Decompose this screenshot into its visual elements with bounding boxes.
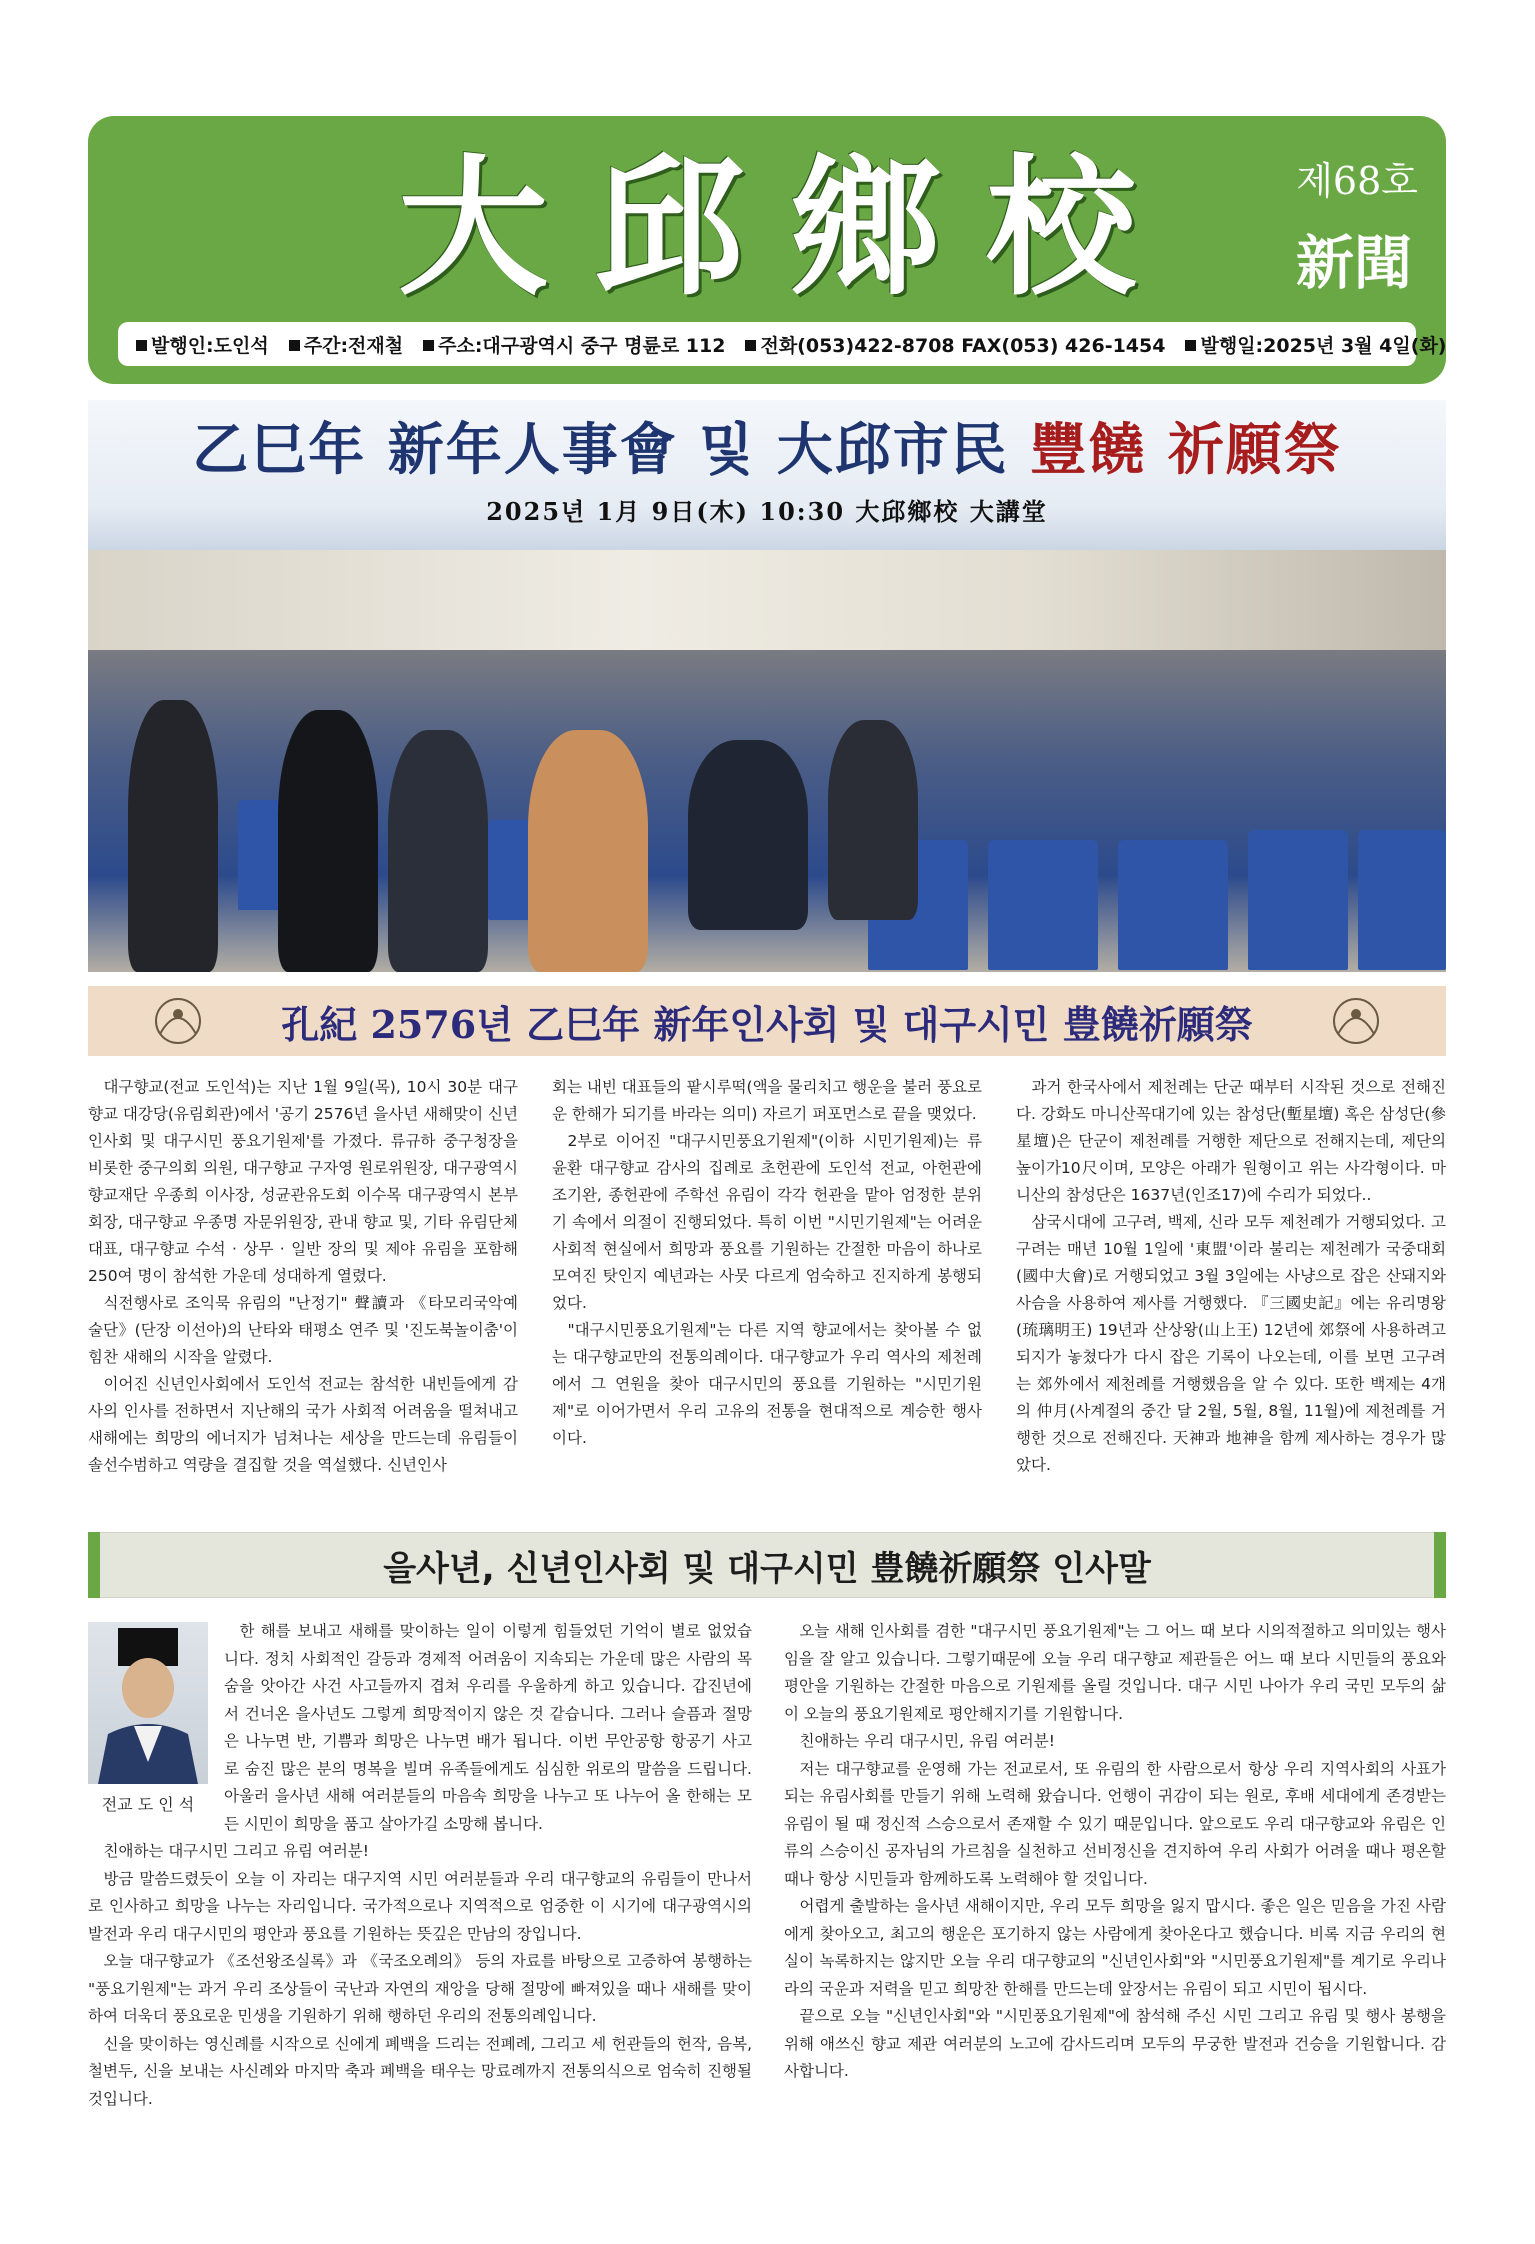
info-date: 발행일:2025년 3월 4일(화) (1185, 331, 1446, 358)
article-column-2 (552, 1074, 982, 1494)
banner-subtitle: 2025년 1月 9日(木) 10:30 大邱鄉校 大講堂 (486, 497, 1048, 526)
chair (1358, 830, 1446, 970)
article-column-1 (88, 1074, 518, 1494)
ornament-icon (1328, 994, 1384, 1048)
article-headline (88, 986, 1446, 1056)
paragraph: 친애하는 대구시민 그리고 유림 여러분! (103, 1842, 369, 1860)
greeting-right-column (784, 1618, 1446, 2146)
paragraph: "대구시민풍요기원제"는 다른 지역 향교에서는 찾아볼 수 없는 대구향교만의 전통의례이다. 대구향교가 우리 역사의 제천례에서 그 연원을 찾아 대구시민의 풍요를 기원하는 "시민기원제"로 이어가면서 우리 고유의 전통을 현대적으로 계승한 행사이다. (552, 1321, 982, 1447)
headline-text: 孔紀 2576년 乙巳年 新年인사회 및 대구시민 豊饒祈願祭 (281, 1001, 1253, 1047)
paragraph: 저는 대구향교를 운영해 가는 전교로서, 또 유림의 한 사람으로서 항상 우리 지역사회의 사표가 되는 유림사회를 만들기 위해 노력해 왔습니다. 언행이 귀감이 되는 원로, 후배 세대에게 존경받는 유림이 될 때 정신적 스승으로서 존재할 수 있기 때문입니다. 앞으로도 우리 대구향교와 유림은 인류의 스승이신 공자님의 가르침을 실천하고 선비정신을 견지하여 우리 사회가 어려울 때나 평온할 때나 항상 시민들과 함께하도록 노력해야 할 것입니다. (784, 1759, 1446, 1888)
square-bullet-icon (136, 340, 147, 351)
info-phone: 전화(053)422-8708 FAX(053) 426-1454 (745, 331, 1165, 358)
publication-info-bar (118, 322, 1447, 366)
paragraph: 친애하는 우리 대구시민, 유림 여러분! (799, 1732, 1055, 1750)
paragraph: 한 해를 보내고 새해를 맞이하는 일이 이렇게 힘들었던 기억이 별로 없었습니다. 정치 사회적인 갈등과 경제적 어려움이 지속되는 가운데 많은 사람의 목숨을 앗아간 사건 사고들까지 겹쳐 우리를 우울하게 하고 있습니다. 갑진년에서 건너온 을사년도 그렇게 희망적이지 않은 것 같습니다. 그러나 슬픔과 절망은 나누면 반, 기쁨과 희망은 나누면 배가 됩니다. 이번 무안공항 항공기 사고로 숨진 많은 분의 명복을 빌며 유족들에게도 심심한 위로의 말씀을 드립니다. 아울러 을사년 새해 여러분들의 마음속 희망을 나누고 또 나누어 올 한해는 모든 시민이 희망을 품고 살아가길 소망해 봅니다. (224, 1622, 752, 1833)
masthead (88, 116, 1446, 384)
paragraph: 식전행사로 조익묵 유림의 "난정기" 聲讀과 《타모리국악예술단》(단장 이선아)의 난타와 태평소 연주 및 '진도북놀이춤'이 힘찬 새해의 시작을 알렸다. (88, 1294, 518, 1366)
portrait-caption: 전교 도 인 석 (101, 1795, 195, 1814)
paragraph: 끝으로 오늘 "신년인사회"와 "시민풍요기원제"에 참석해 주신 시민 그리고 유림 및 행사 봉행을 위해 애쓰신 향교 제관 여러분의 노고에 감사드리며 모두의 무궁한 발전과 건승을 기원합니다. 감사합니다. (784, 2007, 1446, 2080)
newspaper-title: 大邱鄉校 (397, 140, 1182, 316)
ornament-icon (150, 994, 206, 1048)
article-column-3 (1016, 1074, 1446, 1494)
chair (1248, 830, 1348, 970)
attendee (388, 730, 488, 972)
paragraph: 이어진 신년인사회에서 도인석 전교는 참석한 내빈들에게 감사의 인사를 전하면서 지난해의 국가 사회적 어려움을 떨쳐내고 새해에는 희망의 에너지가 넘쳐나는 세상을 만드는데 유림들이 솔선수범하고 역량을 결집할 것을 역설했다. 신년인사 (88, 1375, 518, 1474)
paragraph: 회는 내빈 대표들의 팥시루떡(액을 물리치고 행운을 불러 풍요로운 한해가 되기를 바라는 의미) 자르기 퍼포먼스로 끝을 맺었다. (552, 1078, 982, 1123)
greeting-headline: 을사년, 신년인사회 및 대구시민 豊饒祈願祭 인사말 (88, 1532, 1446, 1598)
event-photo (88, 400, 1446, 972)
attendee (688, 740, 808, 930)
event-banner (88, 400, 1446, 550)
paragraph: 2부로 이어진 "대구시민풍요기원제"(이하 시민기원제)는 류윤환 대구향교 감사의 집례로 초헌관에 도인석 전교, 아헌관에 조기완, 종헌관에 주학선 유림이 각각 헌관을 맡아 엄정한 분위기 속에서 의절이 진행되었다. 특히 이번 "시민기원제"는 어려운 사회적 현실에서 희망과 풍요를 기원하는 간절한 마음이 하나로 모여진 탓인지 예년과는 사뭇 다르게 엄숙하고 진지하게 봉행되었다. (552, 1132, 982, 1312)
square-bullet-icon (289, 340, 300, 351)
info-editor: 주간:전재철 (289, 331, 403, 358)
newspaper-label: 新聞 (1295, 229, 1412, 297)
paragraph: 방금 말씀드렸듯이 오늘 이 자리는 대구지역 시민 여러분들과 우리 대구향교의 유림들이 만나서로 인사하고 희망을 나누는 자리입니다. 국가적으로나 지역적으로 엄중한 이 시기에 대구광역시의 발전과 우리 대구시민의 평안과 풍요를 기원하는 뜻깊은 만남의 장입니다. (88, 1869, 752, 1943)
issue-number: 제68호 (1296, 159, 1418, 203)
paragraph: 오늘 대구향교가 《조선왕조실록》과 《국조오례의》 등의 자료를 바탕으로 고증하여 봉행하는 "풍요기원제"는 과거 우리 조상들이 국난과 자연의 재앙을 당해 절망에 빠져있을 때나 새해를 맞이하여 더욱더 풍요로운 민생을 기원하기 위해 행하던 우리의 전통의례입니다. (88, 1952, 752, 2025)
square-bullet-icon (745, 340, 756, 351)
paragraph: 어렵게 출발하는 을사년 새해이지만, 우리 모두 희망을 잃지 맙시다. 좋은 일은 믿음을 가진 사람에게 찾아오고, 최고의 행운은 포기하지 않는 사람에게 찾아온다고 했습니다. 비록 지금 우리의 현실이 녹록하지는 않지만 오늘 우리 대구향교의 "신년인사회"와 "시민풍요기원제"를 계기로 우리나라의 국운과 저력을 믿고 희망찬 한해를 만드는데 앞장서는 유림이 되고 시민이 됩시다. (784, 1897, 1446, 1998)
paragraph: 오늘 새해 인사회를 겸한 "대구시민 풍요기원제"는 그 어느 때 보다 시의적절하고 의미있는 행사임을 잘 알고 있습니다. 그렇기때문에 오늘 우리 대구향교 제관들은 어느 때 보다 시민들의 풍요와 평안을 기원하는 간절한 마음으로 기원제를 올릴 것입니다. 대구 시민 나아가 우리 국민 모두의 삶이 오늘의 풍요기원제로 평안해지기를 기원합니다. (784, 1622, 1446, 1723)
info-address: 주소:대구광역시 중구 명륜로 112 (423, 331, 725, 358)
attendee (128, 700, 218, 972)
attendee (528, 730, 648, 972)
attendee (828, 720, 918, 920)
square-bullet-icon (1185, 340, 1196, 351)
paragraph: 삼국시대에 고구려, 백제, 신라 모두 제천례가 거행되었다. 고구려는 매년 10월 1일에 '東盟'이라 불리는 제천례가 국중대회(國中大會)로 거행되었고 3월 3일에는 사냥으로 잡은 산돼지와 사슴을 사용하여 제사를 거행했다. 『三國史記』에는 유리명왕(琉璃明王) 19년과 산상왕(山上王) 12년에 郊祭에 사용하려고 되지가 놓쳤다가 다시 잡은 기록이 나오는데, 이를 보면 고구려는 郊外에서 제천례를 거행했음을 알 수 있다. 또한 백제는 4개의 仲月(사계절의 중간 달 2월, 5월, 8월, 11월)에 제천례를 거행한 것으로 전해진다. 天神과 地神을 함께 제사하는 경우가 많았다. (1016, 1213, 1446, 1474)
chair (988, 840, 1098, 970)
portrait-spacer (88, 1618, 224, 1828)
banner-title: 乙巳年 新年人事會 및 大邱市民 豐饒 祈願祭 (192, 417, 1342, 483)
info-publisher: 발행인:도인석 (136, 331, 269, 358)
article-body (88, 1074, 1446, 1494)
paragraph: 대구향교(전교 도인석)는 지난 1월 9일(목), 10시 30분 대구향교 대강당(유림회관)에서 '공기 2576년 을사년 새해맞이 신년인사회 및 대구시민 풍요기원제'를 가졌다. 류규하 중구청장을 비롯한 중구의회 의원, 대구향교 구자영 원로위원장, 대구광역시 향교재단 우종희 이사장, 성균관유도회 이수목 대구광역시 본부회장, 대구향교 우종명 자문위원장, 관내 향교 및, 기타 유림단체 대표, 대구향교 수석 · 상무 · 일반 장의 및 제야 유림을 포함해 250여 명이 참석한 가운데 성대하게 열렸다. (88, 1078, 518, 1285)
paragraph: 신을 맞이하는 영신례를 시작으로 신에게 폐백을 드리는 전폐례, 그리고 세 헌관들의 헌작, 음복, 철변두, 신을 보내는 사신례와 마지막 축과 폐백을 태우는 망료례까지 전통의식으로 엄숙히 진행될 것입니다. (88, 2034, 752, 2108)
paragraph: 과거 한국사에서 제천례는 단군 때부터 시작된 것으로 전해진다. 강화도 마니산꼭대기에 있는 참성단(塹星壇) 혹은 삼성단(參星壇)은 단군이 제천례를 거행한 제단으로 전해지는데, 제단의 높이가10尺이며, 모양은 아래가 원형이고 위는 사각형이다. 마니산의 참성단은 1637년(인조17)에 수리가 되었다.. (1016, 1078, 1446, 1204)
attendee (278, 710, 378, 972)
chair (1118, 840, 1228, 970)
square-bullet-icon (423, 340, 434, 351)
greeting-left-column (88, 1618, 752, 2146)
